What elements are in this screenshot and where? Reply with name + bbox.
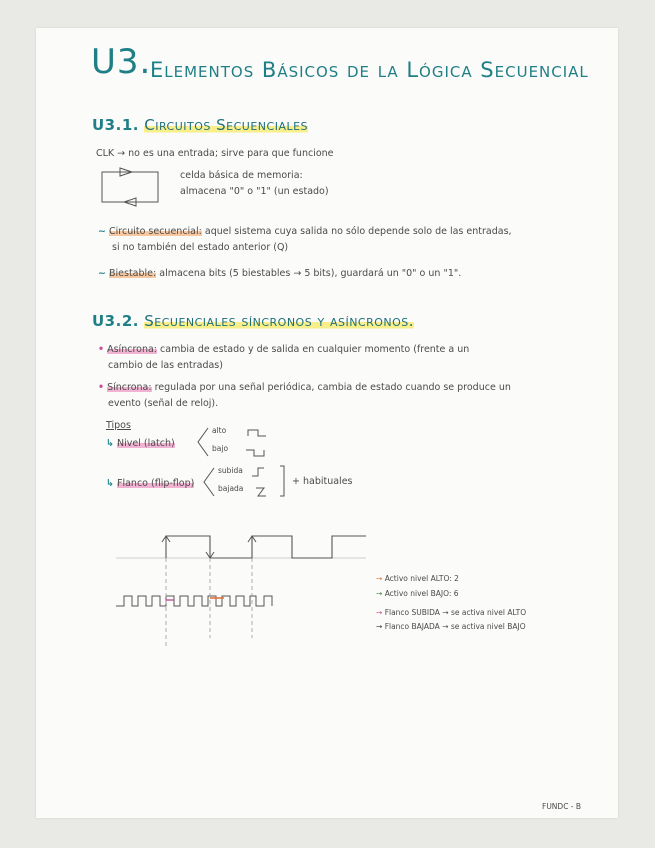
tilde-bullet-icon: ~ — [98, 268, 106, 279]
definition-asincrona — [98, 344, 469, 355]
flanco-subida-label: subida — [218, 466, 243, 475]
legend-item — [376, 608, 526, 617]
term-label: Circuito secuencial: — [109, 226, 202, 237]
page-title-code: U3. — [91, 42, 152, 82]
definition-continuation: evento (señal de reloj). — [108, 398, 219, 409]
legend-arrow-icon: → — [376, 574, 383, 583]
section-title: Circuitos Secuenciales — [144, 116, 309, 134]
memory-cell-line2: almacena "0" o "1" (un estado) — [180, 186, 329, 197]
page-title: Elementos Básicos de la Lógica Secuencial — [150, 58, 589, 82]
section-heading-3-2 — [92, 312, 414, 330]
legend-arrow-icon: → — [376, 608, 383, 617]
corner-arrow-icon: ↳ — [106, 438, 114, 449]
clk-note: CLK → no es una entrada; sirve para que funcione — [96, 148, 334, 159]
definition-text: aquel sistema cuya salida no sólo depende solo de las entradas, — [204, 226, 512, 237]
legend-text: Activo nivel BAJO: 6 — [384, 589, 459, 598]
section-number: U3.2. — [92, 312, 139, 330]
term-label: Biestable: — [109, 268, 157, 279]
timing-diagram — [116, 528, 416, 648]
tipo-label: Flanco (flip-flop) — [117, 478, 195, 489]
legend-arrow-icon: → — [376, 622, 383, 631]
section-heading-3-1 — [92, 116, 308, 134]
tilde-bullet-icon: ~ — [98, 226, 106, 237]
definition-circuito-secuencial — [98, 226, 512, 237]
definition-biestable — [98, 268, 461, 279]
term-label: Asíncrona: — [107, 344, 157, 355]
nivel-alto-label: alto — [212, 426, 227, 435]
section-title: Secuenciales síncronos y asíncronos. — [144, 312, 415, 330]
term-label: Síncrona: — [107, 382, 152, 393]
memory-cell-line1: celda básica de memoria: — [180, 170, 303, 181]
definition-text: cambia de estado y de salida en cualquier momento (frente a un — [160, 344, 470, 355]
legend-text: Flanco SUBIDA → se activa nivel ALTO — [384, 608, 527, 617]
dot-bullet-icon: • — [98, 382, 105, 393]
habituales-note: + habituales — [292, 476, 353, 487]
nivel-bajo-label: bajo — [212, 444, 229, 453]
legend-item — [376, 622, 526, 631]
definition-text: almacena bits (5 biestables → 5 bits), guardará un "0" o un "1". — [159, 268, 462, 279]
legend-item — [376, 574, 459, 583]
memory-cell-diagram — [98, 168, 168, 208]
definition-text: regulada por una señal periódica, cambia de estado cuando se produce un — [154, 382, 511, 393]
definition-continuation: cambio de las entradas) — [108, 360, 223, 371]
notebook-page — [36, 28, 618, 818]
dot-bullet-icon: • — [98, 344, 105, 355]
flanco-bajada-label: bajada — [218, 484, 244, 493]
legend-text: Flanco BAJADA → se activa nivel BAJO — [384, 622, 526, 631]
tipo-flanco — [106, 478, 194, 489]
legend-text: Activo nivel ALTO: 2 — [384, 574, 459, 583]
tipo-nivel — [106, 438, 175, 449]
definition-continuation: si no también del estado anterior (Q) — [112, 242, 289, 253]
tipo-label: Nivel (latch) — [117, 438, 175, 449]
nivel-brace-diagram — [198, 426, 278, 460]
legend-item — [376, 589, 459, 598]
corner-arrow-icon: ↳ — [106, 478, 114, 489]
section-number: U3.1. — [92, 116, 139, 134]
tipos-label: Tipos — [106, 420, 131, 431]
legend-arrow-icon: → — [376, 589, 383, 598]
page-footer: FUNDC - B — [542, 802, 582, 811]
definition-sincrona — [98, 382, 511, 393]
